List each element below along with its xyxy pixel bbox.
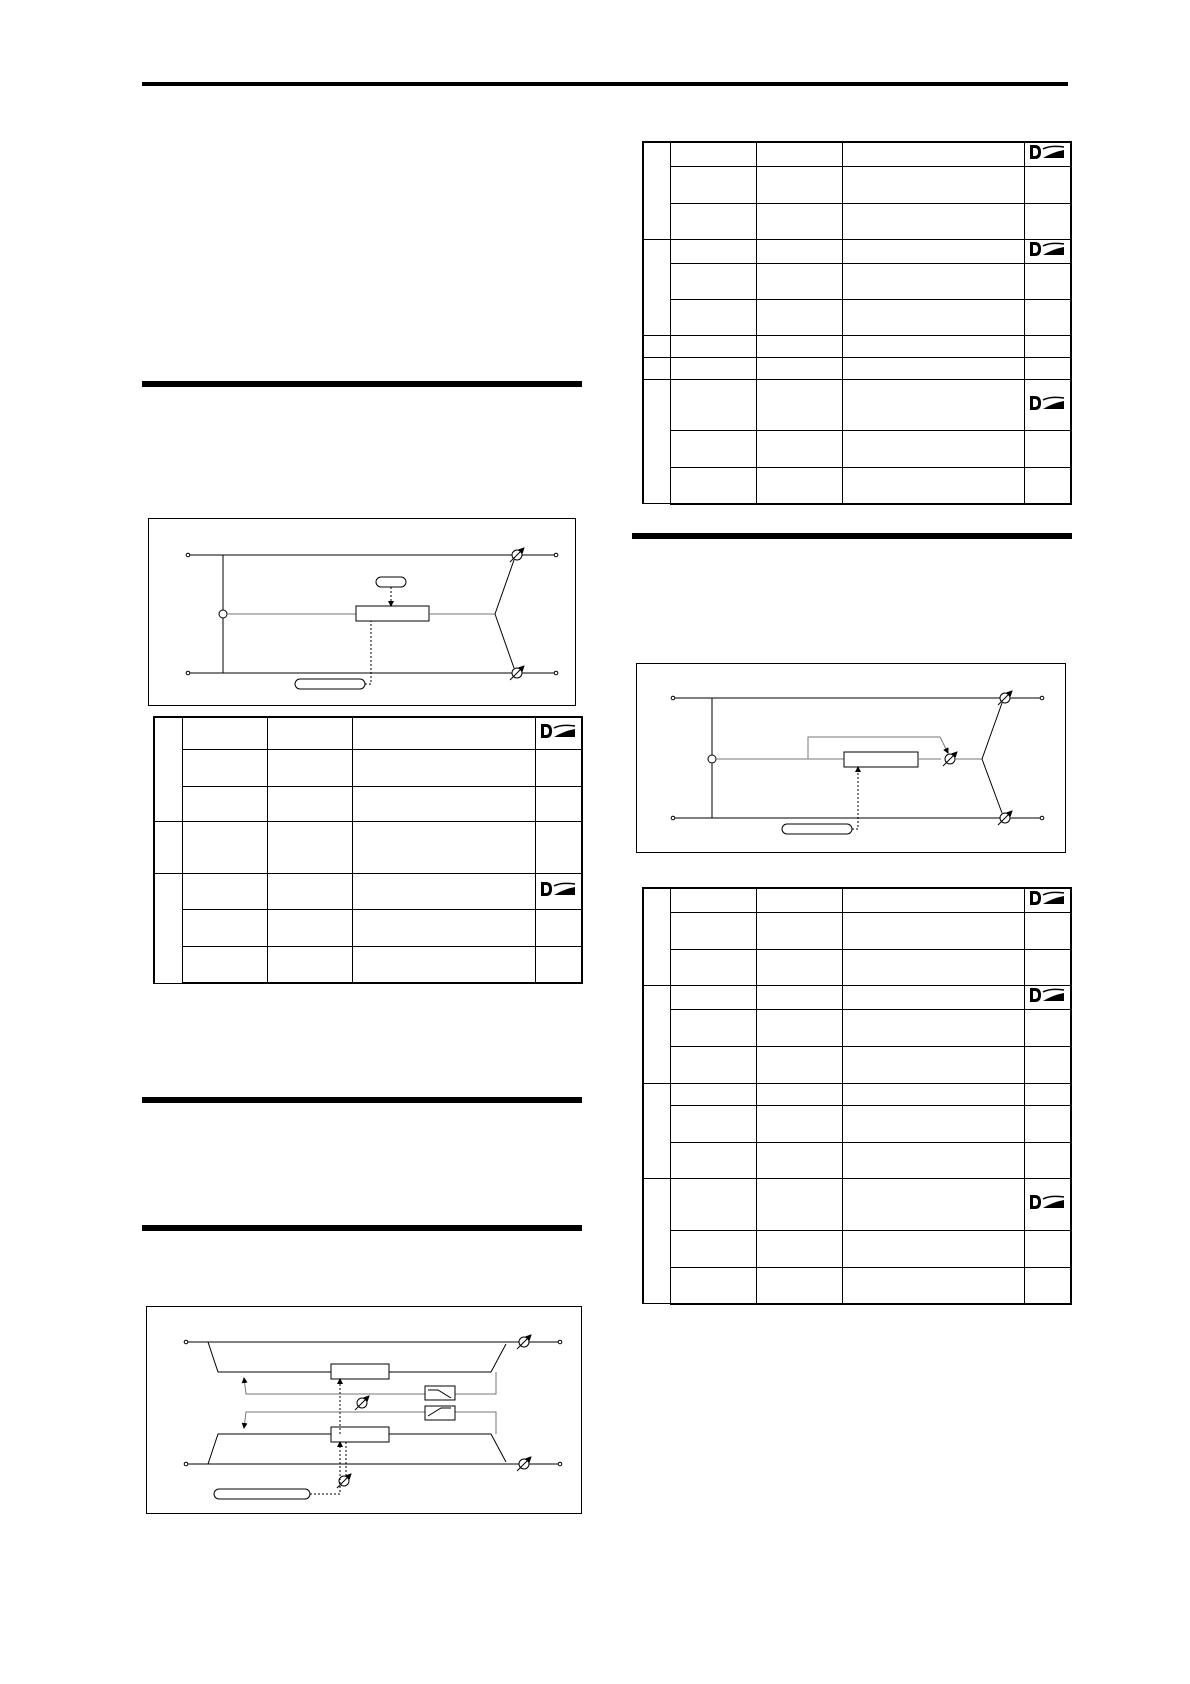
table-cell [756, 1268, 842, 1304]
signal-flow-diagram-a [148, 518, 576, 706]
table-row [154, 786, 582, 821]
dmod-cell [1024, 986, 1071, 1010]
table-cell [182, 786, 267, 821]
table-cell [842, 1106, 1024, 1143]
dmod-cell [1024, 1143, 1071, 1179]
table-row [643, 986, 1071, 1010]
table-cell [670, 142, 756, 167]
table-cell [670, 1143, 756, 1179]
table-cell [670, 1084, 756, 1106]
table-cell [267, 946, 352, 983]
table-cell [756, 1179, 842, 1231]
table-row [154, 821, 582, 873]
dmod-cell [535, 873, 582, 909]
table-row [643, 468, 1071, 504]
table-cell [756, 950, 842, 986]
dmod-cell [1024, 240, 1071, 264]
table-cell [670, 1179, 756, 1231]
table-cell [756, 240, 842, 264]
dmod-cell [1024, 888, 1071, 913]
table-row [643, 1010, 1071, 1047]
table-cell [842, 167, 1024, 204]
table-row [154, 946, 582, 983]
table-cell [267, 717, 352, 749]
group-cell [154, 873, 182, 983]
table-cell [670, 380, 756, 431]
table-row [643, 1268, 1071, 1304]
table-cell [352, 749, 535, 786]
table-cell [670, 431, 756, 468]
dmod-cell [1024, 431, 1071, 468]
table-cell [267, 786, 352, 821]
table-cell [842, 1010, 1024, 1047]
dmod-cell [1024, 204, 1071, 240]
table-cell [670, 358, 756, 380]
section-rule-d [142, 1097, 582, 1103]
table-cell [352, 821, 535, 873]
table-cell [756, 1047, 842, 1084]
table-cell [756, 336, 842, 358]
table-row [643, 1047, 1071, 1084]
table-row [643, 167, 1071, 204]
table-row [643, 1084, 1071, 1106]
group-cell [643, 888, 670, 986]
dmod-cell [1024, 300, 1071, 336]
table-cell [842, 913, 1024, 950]
table-cell [842, 1143, 1024, 1179]
table-cell [842, 300, 1024, 336]
dmod-cell [1024, 167, 1071, 204]
table-cell [670, 1231, 756, 1268]
table-cell [842, 264, 1024, 300]
table-cell [756, 300, 842, 336]
table-cell [842, 336, 1024, 358]
dmod-modulation-icon [1028, 889, 1066, 907]
section-rule-a [142, 381, 582, 387]
table-row [643, 204, 1071, 240]
section-rule-e [142, 1225, 582, 1231]
dmod-cell [535, 821, 582, 873]
dmod-cell [1024, 1268, 1071, 1304]
table-cell [352, 873, 535, 909]
dmod-cell [1024, 336, 1071, 358]
table-cell [670, 264, 756, 300]
table-cell [842, 1179, 1024, 1231]
table-cell [842, 1231, 1024, 1268]
table-cell [670, 167, 756, 204]
table-row [643, 336, 1071, 358]
table-row [643, 142, 1071, 167]
table-cell [756, 1143, 842, 1179]
table-row [643, 240, 1071, 264]
table-row [643, 1143, 1071, 1179]
table-row [643, 264, 1071, 300]
table-cell [756, 431, 842, 468]
table-cell [267, 873, 352, 909]
table-cell [756, 468, 842, 504]
dmod-cell [1024, 1084, 1071, 1106]
table-row [643, 431, 1071, 468]
table-cell [670, 1106, 756, 1143]
group-cell [154, 821, 182, 873]
table-cell [670, 204, 756, 240]
table-row [154, 909, 582, 946]
dmod-modulation-icon [539, 722, 577, 740]
group-cell [643, 986, 670, 1084]
table-row [154, 873, 582, 909]
table-cell [756, 167, 842, 204]
dmod-cell [535, 749, 582, 786]
table-cell [182, 749, 267, 786]
table-cell [842, 431, 1024, 468]
table-cell [842, 888, 1024, 913]
table-cell [756, 204, 842, 240]
table-cell [756, 888, 842, 913]
table-cell [670, 888, 756, 913]
dmod-modulation-icon [1028, 394, 1066, 412]
dmod-cell [1024, 468, 1071, 504]
table-cell [842, 380, 1024, 431]
table-cell [756, 1084, 842, 1106]
table-row [154, 717, 582, 749]
table-cell [756, 264, 842, 300]
dmod-cell [1024, 913, 1071, 950]
table-row [643, 380, 1071, 431]
group-cell [154, 717, 182, 821]
dmod-modulation-icon [1028, 143, 1066, 161]
table-row [643, 1231, 1071, 1268]
table-cell [670, 1010, 756, 1047]
group-cell [643, 240, 670, 336]
dmod-cell [1024, 950, 1071, 986]
table-row [643, 1179, 1071, 1231]
page-header-rule [142, 82, 1068, 86]
table-row [643, 888, 1071, 913]
group-cell [643, 380, 670, 504]
table-cell [670, 950, 756, 986]
table-cell [182, 909, 267, 946]
table-cell [842, 1268, 1024, 1304]
signal-flow-diagram-c [636, 663, 1066, 853]
table-row [643, 358, 1071, 380]
dmod-cell [1024, 1106, 1071, 1143]
table-cell [756, 1010, 842, 1047]
table-cell [670, 240, 756, 264]
table-cell [756, 358, 842, 380]
table-cell [267, 749, 352, 786]
table-cell [842, 240, 1024, 264]
table-cell [670, 1268, 756, 1304]
dmod-cell [1024, 142, 1071, 167]
table-row [154, 749, 582, 786]
table-cell [670, 1047, 756, 1084]
table-cell [842, 358, 1024, 380]
dmod-modulation-icon [1028, 240, 1066, 258]
dmod-cell [535, 717, 582, 749]
table-cell [842, 1047, 1024, 1084]
table-cell [182, 946, 267, 983]
table-cell [670, 913, 756, 950]
group-cell [643, 1179, 670, 1304]
parameter-table-b [642, 141, 1072, 505]
table-cell [352, 717, 535, 749]
table-cell [842, 142, 1024, 167]
table-row [643, 300, 1071, 336]
table-cell [842, 1084, 1024, 1106]
group-cell [643, 336, 670, 358]
dmod-cell [535, 786, 582, 821]
table-cell [670, 300, 756, 336]
dmod-cell [1024, 358, 1071, 380]
dmod-modulation-icon [1028, 986, 1066, 1004]
table-cell [756, 1231, 842, 1268]
table-cell [267, 909, 352, 946]
table-cell [670, 336, 756, 358]
table-cell [182, 873, 267, 909]
group-cell [643, 358, 670, 380]
table-cell [352, 786, 535, 821]
dmod-modulation-icon [1028, 1193, 1066, 1211]
table-cell [842, 986, 1024, 1010]
table-cell [756, 142, 842, 167]
table-cell [352, 946, 535, 983]
table-cell [842, 204, 1024, 240]
parameter-table-c [642, 887, 1072, 1305]
table-cell [182, 717, 267, 749]
dmod-cell [1024, 264, 1071, 300]
dmod-cell [1024, 1179, 1071, 1231]
table-cell [842, 468, 1024, 504]
table-cell [842, 950, 1024, 986]
dmod-cell [1024, 1010, 1071, 1047]
table-cell [670, 468, 756, 504]
dmod-cell [1024, 1231, 1071, 1268]
dmod-cell [1024, 1047, 1071, 1084]
table-cell [756, 380, 842, 431]
table-row [643, 950, 1071, 986]
dmod-cell [535, 909, 582, 946]
table-cell [182, 821, 267, 873]
table-row [643, 913, 1071, 950]
section-rule-c [632, 533, 1072, 539]
table-cell [756, 913, 842, 950]
signal-flow-diagram-b [146, 1306, 582, 1514]
parameter-table-a [153, 716, 583, 984]
table-cell [756, 1106, 842, 1143]
dmod-cell [1024, 380, 1071, 431]
group-cell [643, 1084, 670, 1179]
table-cell [756, 986, 842, 1010]
dmod-modulation-icon [539, 880, 577, 898]
table-cell [352, 909, 535, 946]
table-row [643, 1106, 1071, 1143]
group-cell [643, 142, 670, 240]
table-cell [267, 821, 352, 873]
dmod-cell [535, 946, 582, 983]
table-cell [670, 986, 756, 1010]
